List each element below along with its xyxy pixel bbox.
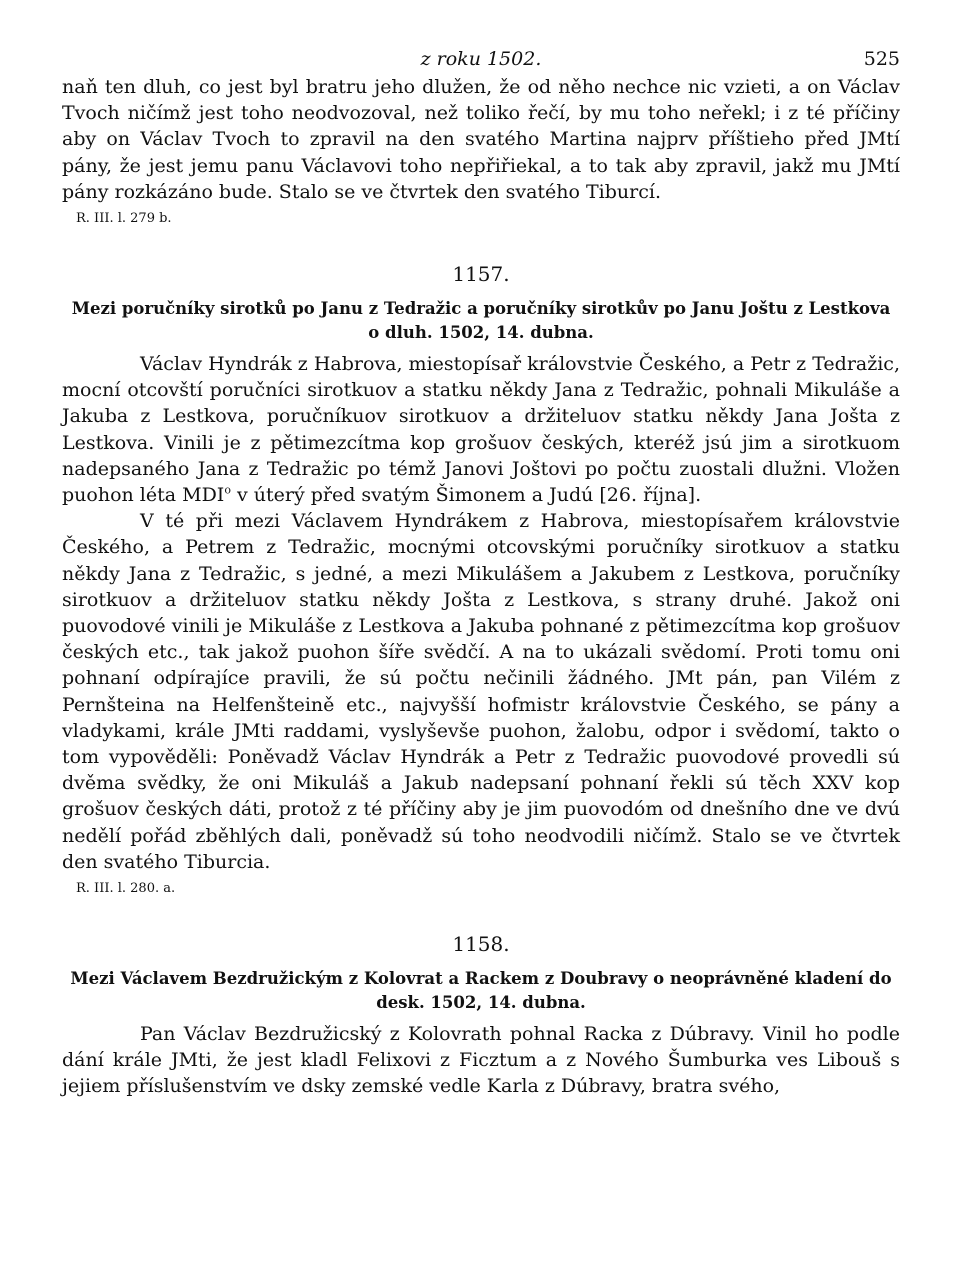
entry-regest-1157: Mezi poručníky sirotků po Janu z Tedražic a poručníky sirotkův po Janu Joštu z Lestkova o dluh. 1502, 14. dubna. bbox=[71, 299, 891, 343]
running-title: z roku 1502. bbox=[420, 48, 542, 70]
running-head bbox=[62, 40, 900, 74]
entry-number-1157: 1157. bbox=[452, 262, 510, 287]
entry-1157-paragraph-2: V té při mezi Václavem Hyndrákem z Habrova, miestopísařem královstvie Českého, a Petrem z Tedražic, mocnými otcovskými poručníky sirotkuov a statku někdy Jana z Tedražic, s jedné, a mezi Mikulášem a Jakubem z Lestkova, poručníky sirotkuov a držiteluov statku někdy Jošta z Lestkova, s strany druhé. Jakož oni puovodové vinili je Mikuláše z Lestkova a Jakuba pohnané z pětimezcítma kop grošuov českých etc., tak jakož puohon šíře svědčí. A na to ukázali svědomí. Proti tomu oni pohnaní odpírajíce pravili, že sú počtu nečinili žádného. JMt pán, pan Vilém z Pernšteina na Helfenšteině etc., najvyšší hofmistr královstvie Českého, se pány a vladykami, krále JMti raddami, vyslyševše puohon, žalobu, odpor i svědomí, takto o tom vypověděli: Poněvadž Václav Hyndrák a Petr z Tedražic puovodové provedli sú dvěma svědky, že oni Mikuláš a Jakub nadepsaní pohnaní řekli sú těch XXV kop grošuov českých dáti, protož z té příčiny aby je jim puovodóm od dnešního dne ve dvú nedělí pořád zběhlých dali, poněvadž sú toho neodvodili ničímž. Stalo se ve čtvrtek den svatého Tiburcia. bbox=[62, 510, 900, 873]
entry-regest-1158: Mezi Václavem Bezdružickým z Kolovrat a Rackem z Doubravy o neoprávněné kladení do desk. 1502, 14. dubna. bbox=[70, 969, 892, 1013]
page bbox=[62, 40, 900, 1100]
continuation-paragraph: naň ten dluh, co jest byl bratru jeho dlužen, že od něho nechce nic vzieti, a on Václav Tvoch ničímž jest toho neodvozoval, než toliko řečí, by mu toho neřekl; i z té příčiny aby on Václav Tvoch to zpravil na den svatého Martina najprv příštieho před JMtí pány, že jest jemu panu Václavovi toho nepřiřiekal, a to tak aby zpravil, jakž mu JMtí pány rozkázáno bude. Stalo se ve čtvrtek den svatého Tiburcí. bbox=[62, 76, 900, 203]
source-reference: R. III. l. 279 b. bbox=[76, 211, 172, 227]
entry-1157-superscript: o bbox=[224, 483, 231, 497]
entry-number-1158: 1158. bbox=[452, 932, 510, 957]
entry-1158-paragraph-1: Pan Václav Bezdružicský z Kolovrath pohnal Racka z Dúbravy. Vinil ho podle dání krále JMti, že jest kladl Felixovi z Ficztum a z Nového Šumburka ves Libouš s jejiem příslušenstvím ve dsky zemské vedle Karla z Dúbravy, bratra svého, bbox=[62, 1023, 900, 1098]
page-number: 525 bbox=[863, 48, 900, 70]
entry-1157-text-b: v úterý před svatým Šimonem a Judú [26. října]. bbox=[230, 484, 702, 507]
source-reference: R. III. l. 280. a. bbox=[76, 881, 176, 897]
entry-1157-text-a: Václav Hyndrák z Habrova, miestopísař královstvie Českého, a Petr z Tedražic, mocní otcovští poručníci sirotkuov a statku někdy Jana z Tedražic, pohnali Mikuláše a Jakuba z Lestkova, poručníkuov sirotkuov a držiteluov statku někdy Jana Jošta z Lestkova. Vinili je z pětimezcítma kop grošuov českých, kteréž jsú jim a sirotkuom nadepsaného Jana z Tedražic po témž Janovi Joštovi po počtu zuostali dlužni. Vložen puohon léta MDI bbox=[62, 353, 900, 507]
entry-1157-paragraph-1 bbox=[62, 351, 900, 508]
